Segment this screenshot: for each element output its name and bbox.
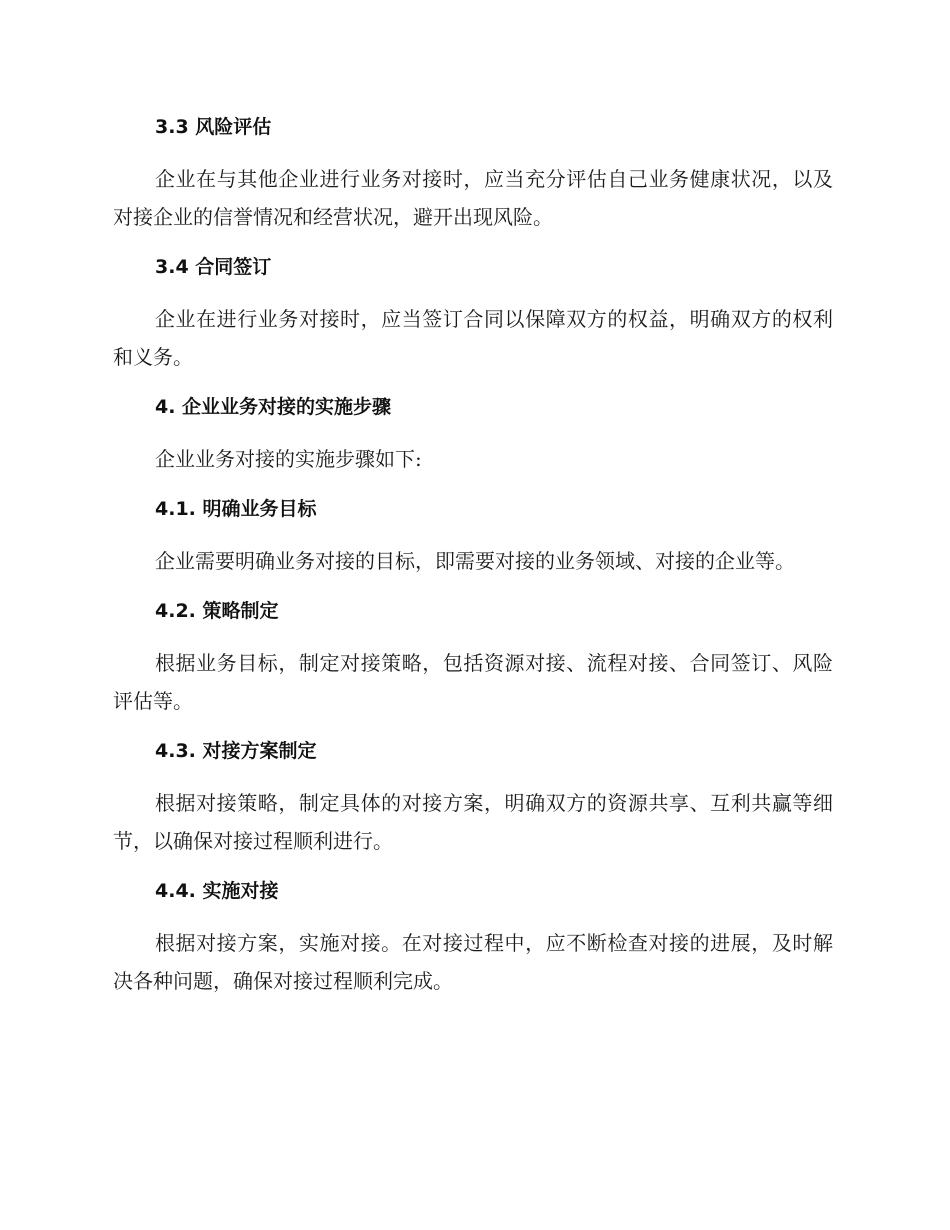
section-paragraph-4-1: 企业需要明确业务对接的目标，即需要对接的业务领域、对接的企业等。	[155, 549, 795, 573]
section-heading-3-4: 3.4 合同签订	[155, 256, 272, 278]
section-heading-4-3: 4.3. 对接方案制定	[155, 740, 317, 762]
section-heading-4: 4. 企业业务对接的实施步骤	[155, 396, 392, 418]
section-paragraph-4-2: 根据业务目标，制定对接策略，包括资源对接、流程对接、合同签订、风险评估等。	[113, 651, 833, 713]
section-heading-4-4: 4.4. 实施对接	[155, 880, 279, 902]
section-heading-3-3: 3.3 风险评估	[155, 116, 272, 138]
section-paragraph-4-3: 根据对接策略，制定具体的对接方案，明确双方的资源共享、互利共赢等细节，以确保对接过程顺利进行。	[113, 791, 833, 853]
section-paragraph-4: 企业业务对接的实施步骤如下:	[155, 447, 422, 471]
section-paragraph-4-4: 根据对接方案，实施对接。在对接过程中，应不断检查对接的进展，及时解决各种问题，确保对接过程顺利完成。	[113, 931, 833, 993]
section-paragraph-3-3: 企业在与其他企业进行业务对接时，应当充分评估自己业务健康状况，以及对接企业的信誉情况和经营状况，避开出现风险。	[113, 167, 833, 229]
section-heading-4-1: 4.1. 明确业务目标	[155, 498, 317, 520]
document-body	[113, 108, 833, 1000]
section-heading-4-2: 4.2. 策略制定	[155, 600, 279, 622]
section-paragraph-3-4: 企业在进行业务对接时，应当签订合同以保障双方的权益，明确双方的权利和义务。	[113, 307, 833, 369]
